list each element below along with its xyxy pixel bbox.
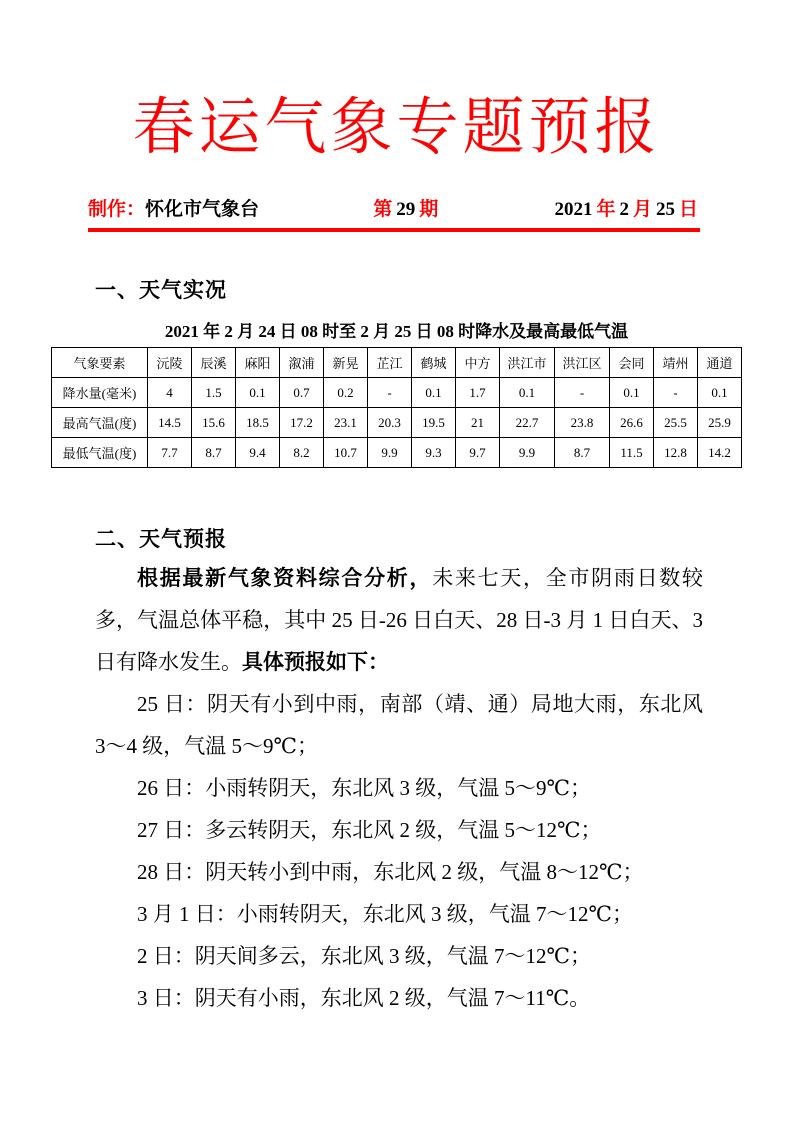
table-cell: 26.6	[610, 408, 654, 438]
producer-line	[88, 194, 259, 221]
table-cell: 1.5	[192, 378, 236, 408]
table-cell: 20.3	[368, 408, 412, 438]
table-cell: 15.6	[192, 408, 236, 438]
issue-prefix: 第	[373, 199, 393, 220]
table-header-row	[52, 348, 742, 378]
table-cell: 0.1	[698, 378, 742, 408]
intro-bold-lead: 根据最新气象资料综合分析，	[137, 566, 433, 590]
date-year-label: 年	[596, 199, 616, 220]
forecast-item-day28: 28 日：阴天转小到中雨，东北风 2 级，气温 8～12℃；	[137, 860, 644, 884]
table-header-cell: 新晃	[324, 348, 368, 378]
table-cell: 9.3	[412, 438, 456, 468]
date-year: 2021	[554, 199, 593, 220]
forecast-item-day25: 25 日：阴天有小到中雨，南部（靖、通）局地大雨，东北风 3～4 级，气温 5～9℃；	[95, 692, 703, 758]
table-cell: 9.7	[456, 438, 500, 468]
table-cell: 9.9	[368, 438, 412, 468]
table-cell: 7.7	[148, 438, 192, 468]
table-cell: 25.9	[698, 408, 742, 438]
issue-number: 29	[396, 199, 416, 220]
table-cell: -	[368, 378, 412, 408]
table-header-cell: 通道	[698, 348, 742, 378]
issue-number-line	[371, 194, 440, 221]
table-header-cell: 溆浦	[280, 348, 324, 378]
forecast-item-mar3: 3 日：阴天有小雨，东北风 2 级，气温 7～11℃。	[137, 986, 591, 1010]
table-cell: 22.7	[500, 408, 555, 438]
producer-name: 怀化市气象台	[145, 199, 260, 220]
table-header-cell: 会同	[610, 348, 654, 378]
table-cell: 14.2	[698, 438, 742, 468]
forecast-intro-paragraph	[95, 557, 703, 683]
table-cell: 9.4	[236, 438, 280, 468]
date-month: 2	[619, 199, 629, 220]
table-cell: 4	[148, 378, 192, 408]
issue-date-line	[552, 194, 700, 221]
issue-suffix: 期	[419, 199, 439, 220]
producer-label: 制作：	[88, 199, 146, 220]
table-cell: 0.1	[500, 378, 555, 408]
row-label: 最高气温(度)	[52, 408, 148, 438]
table-cell: 8.7	[192, 438, 236, 468]
table-header-cell: 中方	[456, 348, 500, 378]
observation-table	[51, 347, 742, 468]
table-cell: 0.7	[280, 378, 324, 408]
table-header-cell: 辰溪	[192, 348, 236, 378]
table-cell: 0.1	[412, 378, 456, 408]
table-cell: 9.9	[500, 438, 555, 468]
date-day-label: 日	[678, 199, 698, 220]
observation-table-title: 2021 年 2 月 24 日 08 时至 2 月 25 日 08 时降水及最高最低气温	[164, 322, 629, 341]
table-cell: 23.8	[555, 408, 610, 438]
document-title: 春运气象专题预报	[132, 94, 661, 162]
row-label: 最低气温(度)	[52, 438, 148, 468]
forecast-body	[95, 557, 703, 1019]
table-header-cell: 麻阳	[236, 348, 280, 378]
table-header-cell: 靖州	[654, 348, 698, 378]
table-row-max-temp	[52, 408, 742, 438]
date-month-label: 月	[632, 199, 652, 220]
table-cell: 0.1	[610, 378, 654, 408]
table-cell: 0.1	[236, 378, 280, 408]
table-header-cell: 气象要素	[52, 348, 148, 378]
masthead-info-row	[88, 194, 700, 221]
table-cell: 12.8	[654, 438, 698, 468]
table-cell: 19.5	[412, 408, 456, 438]
section1-heading: 一、天气实况	[95, 278, 227, 302]
table-cell: 18.5	[236, 408, 280, 438]
row-label: 降水量(毫米)	[52, 378, 148, 408]
table-row-min-temp	[52, 438, 742, 468]
forecast-item-mar2: 2 日：阴天间多云，东北风 3 级，气温 7～12℃；	[137, 944, 591, 968]
table-row-precipitation	[52, 378, 742, 408]
table-cell: 8.2	[280, 438, 324, 468]
masthead-divider-rule	[88, 228, 700, 232]
table-header-cell: 洪江区	[555, 348, 610, 378]
table-cell: 10.7	[324, 438, 368, 468]
table-cell: 0.2	[324, 378, 368, 408]
table-cell: 17.2	[280, 408, 324, 438]
section2-heading: 二、天气预报	[95, 527, 227, 551]
forecast-item-mar1: 3 月 1 日：小雨转阴天，东北风 3 级，气温 7～12℃；	[137, 902, 633, 926]
table-cell: 25.5	[654, 408, 698, 438]
date-day: 25	[655, 199, 675, 220]
table-cell: -	[654, 378, 698, 408]
table-cell: 8.7	[555, 438, 610, 468]
table-cell: 21	[456, 408, 500, 438]
table-cell: 11.5	[610, 438, 654, 468]
intro-bold-tail: 具体预报如下：	[242, 650, 389, 674]
table-cell: 14.5	[148, 408, 192, 438]
table-header-cell: 洪江市	[500, 348, 555, 378]
table-header-cell: 鹤城	[412, 348, 456, 378]
forecast-item-day27: 27 日：多云转阴天，东北风 2 级，气温 5～12℃；	[137, 818, 602, 842]
table-header-cell: 沅陵	[148, 348, 192, 378]
table-header-cell: 芷江	[368, 348, 412, 378]
forecast-item-day26: 26 日：小雨转阴天，东北风 3 级，气温 5～9℃；	[137, 776, 591, 800]
intro-text: 未来七天，全市阴雨日数较多，气温总体平稳，其中 25 日-26 日白天、28 日-3 月 1 日白天、3 日有降水发生。	[95, 566, 704, 674]
table-cell: 1.7	[456, 378, 500, 408]
table-cell: 23.1	[324, 408, 368, 438]
table-cell: -	[555, 378, 610, 408]
